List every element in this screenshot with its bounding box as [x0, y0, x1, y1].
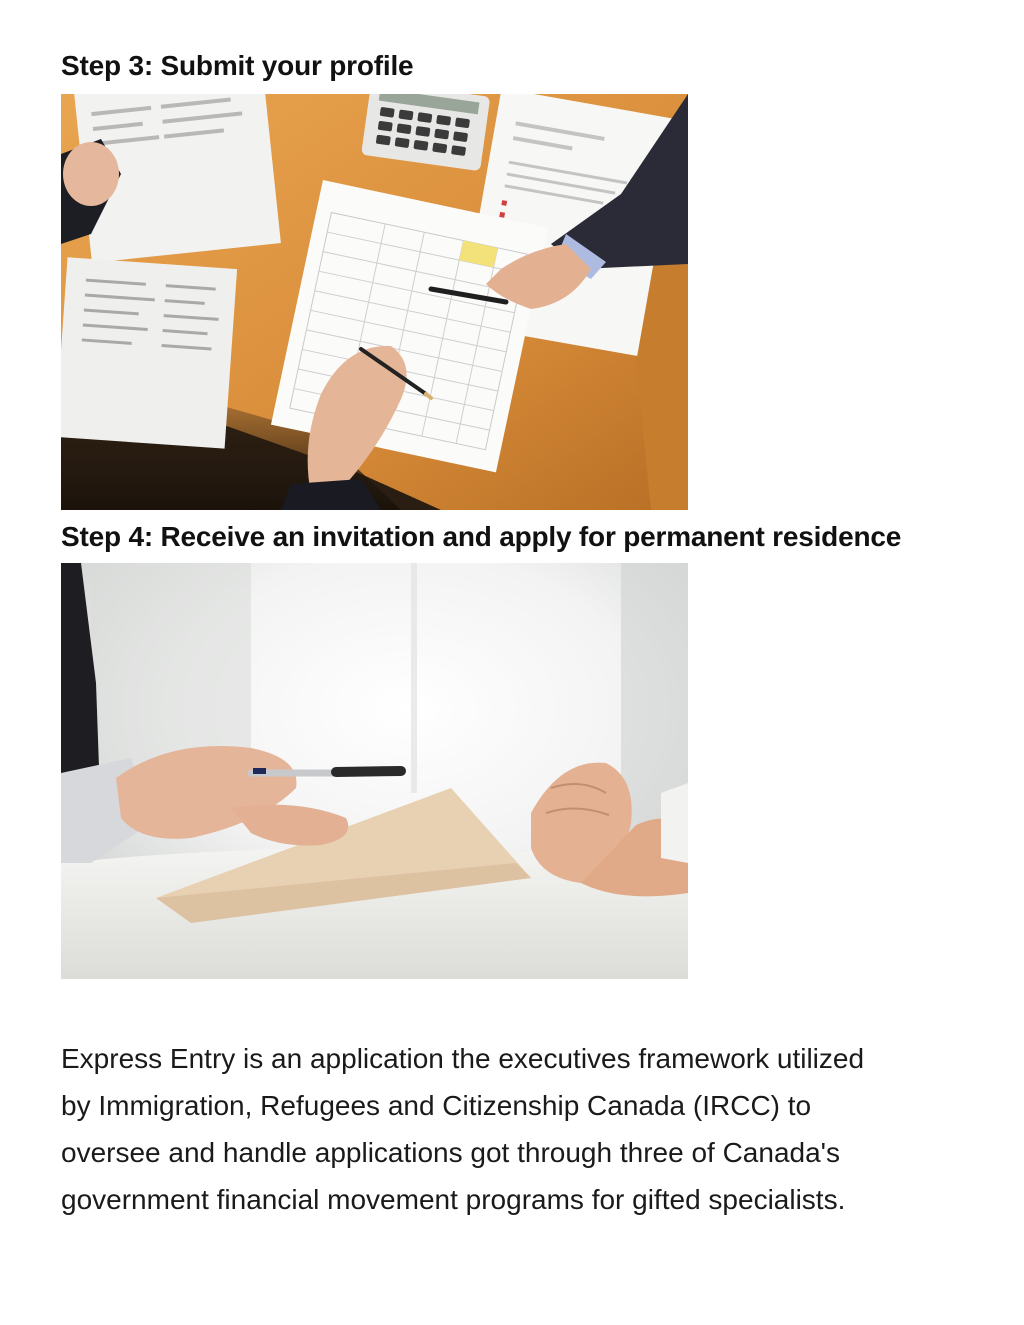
- paragraph-line: oversee and handle applications got through three of Canada's: [61, 1137, 841, 1168]
- handing-document-photo: [61, 563, 688, 979]
- paragraph-line: by Immigration, Refugees and Citizenship Canada (IRCC) to: [61, 1090, 812, 1121]
- step-3-heading: Step 3: Submit your profile: [61, 50, 414, 81]
- step-4-heading: Step 4: Receive an invitation and apply for permanent residence: [61, 521, 902, 552]
- documents-review-photo: [61, 94, 688, 510]
- paragraph-line: government financial movement programs for gifted specialists.: [61, 1184, 846, 1215]
- paragraph-line: Express Entry is an application the executives framework utilized: [61, 1043, 865, 1074]
- express-entry-paragraph: [61, 1035, 961, 1223]
